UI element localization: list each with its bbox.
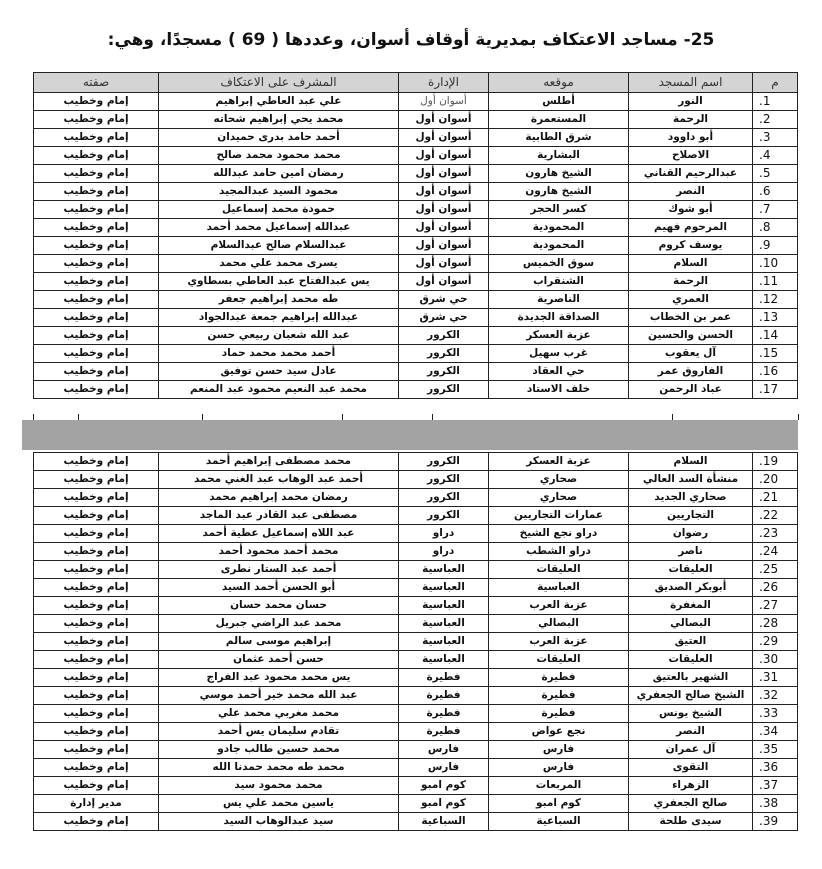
cell-administration: الكرور xyxy=(399,327,489,345)
cell-supervisor: يسرى محمد علي محمد xyxy=(159,255,399,273)
cell-administration: أسوان أول xyxy=(399,219,489,237)
cell-num: 12. xyxy=(753,291,798,309)
cell-administration: فطيرة xyxy=(399,705,489,723)
cell-mosque-name: التقوى xyxy=(629,759,753,777)
cell-supervisor: عبد اللاه إسماعيل عطية أحمد xyxy=(159,525,399,543)
cell-supervisor: محمد طه محمد حمدنا الله xyxy=(159,759,399,777)
cell-location: الشنقراب xyxy=(489,273,629,291)
cell-num: 11. xyxy=(753,273,798,291)
header-administration: الإدارة xyxy=(399,73,489,93)
cell-num: 29. xyxy=(753,633,798,651)
cell-supervisor: عادل سيد حسن توفيق xyxy=(159,363,399,381)
cell-supervisor: محمد عبد النعيم محمود عبد المنعم xyxy=(159,381,399,399)
cell-mosque-name: يوسف كروم xyxy=(629,237,753,255)
table-row xyxy=(34,327,798,345)
cell-num: 4. xyxy=(753,147,798,165)
cell-supervisor: رمضان امين حامد عبدالله xyxy=(159,165,399,183)
cell-role: إمام وخطيب xyxy=(34,165,159,183)
cell-location: عزبة العسكر xyxy=(489,327,629,345)
cell-supervisor: رمضان محمد إبراهيم محمد xyxy=(159,489,399,507)
cell-administration: دراو xyxy=(399,543,489,561)
cell-mosque-name: النور xyxy=(629,93,753,111)
table-row xyxy=(34,93,798,111)
table-row xyxy=(34,759,798,777)
cell-location: كسر الحجر xyxy=(489,201,629,219)
cell-supervisor: محمد مصطفى إبراهيم أحمد xyxy=(159,453,399,471)
cell-mosque-name: آل عمران xyxy=(629,741,753,759)
cell-role: إمام وخطيب xyxy=(34,633,159,651)
cell-location: فطيرة xyxy=(489,669,629,687)
cell-mosque-name: الشهير بالعتيق xyxy=(629,669,753,687)
cell-role: إمام وخطيب xyxy=(34,327,159,345)
table-row xyxy=(34,147,798,165)
table-row xyxy=(34,507,798,525)
cell-num: 30. xyxy=(753,651,798,669)
cell-mosque-name: السلام xyxy=(629,255,753,273)
cell-mosque-name: النصر xyxy=(629,183,753,201)
cell-role: إمام وخطيب xyxy=(34,147,159,165)
cell-administration: كوم امبو xyxy=(399,777,489,795)
cell-num: 19. xyxy=(753,453,798,471)
table-row xyxy=(34,795,798,813)
cell-supervisor: يس محمد محمود عبد الفراج xyxy=(159,669,399,687)
cell-location: المربعات xyxy=(489,777,629,795)
cell-administration: العباسية xyxy=(399,615,489,633)
cell-supervisor: أحمد محمد محمد حماد xyxy=(159,345,399,363)
cell-role: إمام وخطيب xyxy=(34,723,159,741)
cell-role: إمام وخطيب xyxy=(34,237,159,255)
cell-location: دراو الشطب xyxy=(489,543,629,561)
cell-supervisor: عبد الله محمد خير أحمد موسي xyxy=(159,687,399,705)
cell-num: 6. xyxy=(753,183,798,201)
table-row xyxy=(34,291,798,309)
cell-location: المستعمرة xyxy=(489,111,629,129)
cell-location: شرق الطابية xyxy=(489,129,629,147)
cell-location: المحمودية xyxy=(489,219,629,237)
cell-mosque-name: العليقات xyxy=(629,561,753,579)
table-row xyxy=(34,381,798,399)
cell-mosque-name: الاصلاح xyxy=(629,147,753,165)
cell-mosque-name: الشيخ يونس xyxy=(629,705,753,723)
cell-num: 5. xyxy=(753,165,798,183)
table-row xyxy=(34,489,798,507)
cell-administration: فطيرة xyxy=(399,687,489,705)
cell-role: مدير إدارة xyxy=(34,795,159,813)
cell-role: إمام وخطيب xyxy=(34,687,159,705)
cell-role: إمام وخطيب xyxy=(34,615,159,633)
cell-location: السباعية xyxy=(489,813,629,831)
redaction-band xyxy=(22,420,798,450)
cell-supervisor: محمد مغربي محمد علي xyxy=(159,705,399,723)
cell-num: 15. xyxy=(753,345,798,363)
cell-supervisor: محمد أحمد محمود أحمد xyxy=(159,543,399,561)
table-row xyxy=(34,273,798,291)
cell-mosque-name: الرحمة xyxy=(629,111,753,129)
cell-mosque-name: عبدالرحيم القناني xyxy=(629,165,753,183)
table-row xyxy=(34,597,798,615)
cell-role: إمام وخطيب xyxy=(34,453,159,471)
cell-location: كوم امبو xyxy=(489,795,629,813)
cell-supervisor: عبدالسلام صالح عبدالسلام xyxy=(159,237,399,255)
table-row xyxy=(34,579,798,597)
cell-administration: فطيرة xyxy=(399,669,489,687)
cell-location: دراو نجع الشيخ xyxy=(489,525,629,543)
cell-supervisor: ياسين محمد علي يس xyxy=(159,795,399,813)
cell-role: إمام وخطيب xyxy=(34,291,159,309)
cell-location: صحاري xyxy=(489,489,629,507)
cell-mosque-name: السلام xyxy=(629,453,753,471)
cell-num: 3. xyxy=(753,129,798,147)
cell-supervisor: سيد عبدالوهاب السيد xyxy=(159,813,399,831)
cell-role: إمام وخطيب xyxy=(34,507,159,525)
cell-supervisor: مصطفى عبد القادر عبد الماجد xyxy=(159,507,399,525)
cell-location: الناصرية xyxy=(489,291,629,309)
cell-role: إمام وخطيب xyxy=(34,201,159,219)
table-row xyxy=(34,201,798,219)
table-row xyxy=(34,129,798,147)
cell-role: إمام وخطيب xyxy=(34,129,159,147)
header-num: م xyxy=(753,73,798,93)
cell-mosque-name: العمري xyxy=(629,291,753,309)
cell-num: 23. xyxy=(753,525,798,543)
cell-administration: أسوان أول xyxy=(399,93,489,111)
cell-role: إمام وخطيب xyxy=(34,813,159,831)
cell-mosque-name: صحاري الجديد xyxy=(629,489,753,507)
cell-num: 35. xyxy=(753,741,798,759)
cell-mosque-name: عباد الرحمن xyxy=(629,381,753,399)
cell-role: إمام وخطيب xyxy=(34,561,159,579)
cell-location: المحمودية xyxy=(489,237,629,255)
cell-num: 37. xyxy=(753,777,798,795)
cell-role: إمام وخطيب xyxy=(34,705,159,723)
cell-supervisor: محمد عبد الراضي جبريل xyxy=(159,615,399,633)
table-row xyxy=(34,561,798,579)
cell-location: نجع عواض xyxy=(489,723,629,741)
cell-administration: أسوان أول xyxy=(399,165,489,183)
cell-mosque-name: المغفرة xyxy=(629,597,753,615)
cell-mosque-name: أبو داوود xyxy=(629,129,753,147)
table-row xyxy=(34,615,798,633)
cell-administration: أسوان أول xyxy=(399,237,489,255)
cell-mosque-name: رضوان xyxy=(629,525,753,543)
cell-administration: أسوان أول xyxy=(399,255,489,273)
cell-mosque-name: العليقات xyxy=(629,651,753,669)
table-row xyxy=(34,111,798,129)
cell-mosque-name: أبوبكر الصديق xyxy=(629,579,753,597)
table-row xyxy=(34,453,798,471)
cell-administration: الكرور xyxy=(399,363,489,381)
table-row xyxy=(34,651,798,669)
cell-num: 22. xyxy=(753,507,798,525)
cell-num: 7. xyxy=(753,201,798,219)
header-location: موقعه xyxy=(489,73,629,93)
cell-supervisor: تقادم سليمان يس أحمد xyxy=(159,723,399,741)
cell-mosque-name: المرحوم فهيم xyxy=(629,219,753,237)
cell-role: إمام وخطيب xyxy=(34,579,159,597)
cell-supervisor: علي عبد العاطي إبراهيم xyxy=(159,93,399,111)
cell-location: خلف الاستاد xyxy=(489,381,629,399)
cell-num: 1. xyxy=(753,93,798,111)
cell-role: إمام وخطيب xyxy=(34,471,159,489)
table-row xyxy=(34,633,798,651)
cell-num: 21. xyxy=(753,489,798,507)
cell-location: أطلس xyxy=(489,93,629,111)
cell-role: إمام وخطيب xyxy=(34,669,159,687)
cell-location: عمارات التجاريين xyxy=(489,507,629,525)
cell-num: 14. xyxy=(753,327,798,345)
cell-administration: أسوان أول xyxy=(399,111,489,129)
cell-mosque-name: الشيخ صالح الجعفري xyxy=(629,687,753,705)
table-row xyxy=(34,813,798,831)
cell-supervisor: عبد الله شعبان ربيعي حسن xyxy=(159,327,399,345)
cell-role: إمام وخطيب xyxy=(34,93,159,111)
cell-role: إمام وخطيب xyxy=(34,543,159,561)
table-row xyxy=(34,363,798,381)
cell-num: 36. xyxy=(753,759,798,777)
cell-num: 34. xyxy=(753,723,798,741)
cell-location: البصالي xyxy=(489,615,629,633)
cell-supervisor: يس عبدالفتاح عبد العاطي بسطاوي xyxy=(159,273,399,291)
cell-administration: الكرور xyxy=(399,471,489,489)
cell-mosque-name: أبو شوك xyxy=(629,201,753,219)
cell-supervisor: محمود السيد عبدالمجيد xyxy=(159,183,399,201)
table-row xyxy=(34,543,798,561)
cell-mosque-name: صالح الجعفري xyxy=(629,795,753,813)
cell-administration: دراو xyxy=(399,525,489,543)
cell-role: إمام وخطيب xyxy=(34,345,159,363)
cell-num: 8. xyxy=(753,219,798,237)
table-row xyxy=(34,165,798,183)
cell-administration: الكرور xyxy=(399,381,489,399)
cell-location: عزبة العرب xyxy=(489,597,629,615)
cell-location: عزبة العرب xyxy=(489,633,629,651)
cell-mosque-name: ناصر xyxy=(629,543,753,561)
cell-role: إمام وخطيب xyxy=(34,363,159,381)
cell-administration: أسوان أول xyxy=(399,273,489,291)
cell-administration: العباسية xyxy=(399,597,489,615)
cell-num: 17. xyxy=(753,381,798,399)
cell-num: 16. xyxy=(753,363,798,381)
cell-num: 38. xyxy=(753,795,798,813)
cell-location: حي العقاد xyxy=(489,363,629,381)
cell-mosque-name: الفاروق عمر xyxy=(629,363,753,381)
cell-location: فارس xyxy=(489,741,629,759)
document-title: 25- مساجد الاعتكاف بمديرية أوقاف أسوان، وعددها ( 69 ) مسجدًا، وهي: xyxy=(107,30,715,50)
cell-location: فارس xyxy=(489,759,629,777)
cell-mosque-name: منشأة السد العالي xyxy=(629,471,753,489)
table-row xyxy=(34,687,798,705)
cell-supervisor: محمد يحي إبراهيم شحاته xyxy=(159,111,399,129)
cell-location: العباسية xyxy=(489,579,629,597)
cell-supervisor: أحمد عبد الستار نطرى xyxy=(159,561,399,579)
cell-administration: كوم امبو xyxy=(399,795,489,813)
cell-administration: فارس xyxy=(399,741,489,759)
cell-role: إمام وخطيب xyxy=(34,525,159,543)
cell-location: غرب سهيل xyxy=(489,345,629,363)
cell-mosque-name: التجاريين xyxy=(629,507,753,525)
table-row xyxy=(34,255,798,273)
cell-num: 10. xyxy=(753,255,798,273)
cell-administration: الكرور xyxy=(399,453,489,471)
mosques-table-bottom xyxy=(33,452,798,831)
cell-supervisor: حسن أحمد عثمان xyxy=(159,651,399,669)
cell-location: صحاري xyxy=(489,471,629,489)
header-supervisor: المشرف على الاعتكاف xyxy=(159,73,399,93)
cell-role: إمام وخطيب xyxy=(34,111,159,129)
cell-role: إمام وخطيب xyxy=(34,741,159,759)
header-role: صفته xyxy=(34,73,159,93)
cell-administration: العباسية xyxy=(399,579,489,597)
cell-location: الشيخ هارون xyxy=(489,183,629,201)
cell-mosque-name: العتيق xyxy=(629,633,753,651)
table-row xyxy=(34,237,798,255)
cell-location: العليقات xyxy=(489,561,629,579)
cell-role: إمام وخطيب xyxy=(34,309,159,327)
cell-role: إمام وخطيب xyxy=(34,183,159,201)
cell-location: الصداقة الجديدة xyxy=(489,309,629,327)
table-row xyxy=(34,723,798,741)
cell-supervisor: حسان محمد حسان xyxy=(159,597,399,615)
cell-supervisor: إبراهيم موسى سالم xyxy=(159,633,399,651)
cell-role: إمام وخطيب xyxy=(34,219,159,237)
cell-location: الشيخ هارون xyxy=(489,165,629,183)
cell-administration: أسوان أول xyxy=(399,183,489,201)
cell-administration: حي شرق xyxy=(399,291,489,309)
cell-role: إمام وخطيب xyxy=(34,255,159,273)
cell-administration: العباسية xyxy=(399,651,489,669)
cell-supervisor: طه محمد إبراهيم جعفر xyxy=(159,291,399,309)
cell-num: 13. xyxy=(753,309,798,327)
table-row xyxy=(34,219,798,237)
cell-administration: أسوان أول xyxy=(399,147,489,165)
cell-administration: الكرور xyxy=(399,507,489,525)
cell-supervisor: عبدالله إبراهيم جمعة عبدالجواد xyxy=(159,309,399,327)
cell-administration: السباعية xyxy=(399,813,489,831)
table-row xyxy=(34,309,798,327)
table-row xyxy=(34,345,798,363)
cell-administration: العباسية xyxy=(399,633,489,651)
cell-mosque-name: عمر بن الخطاب xyxy=(629,309,753,327)
cell-num: 2. xyxy=(753,111,798,129)
cell-location: سوق الخميس xyxy=(489,255,629,273)
cell-mosque-name: سيدى طلحة xyxy=(629,813,753,831)
table-row xyxy=(34,669,798,687)
cell-mosque-name: الحسن والحسين xyxy=(629,327,753,345)
mosques-table-top xyxy=(33,72,798,399)
table-row xyxy=(34,777,798,795)
cell-supervisor: حمودة محمد إسماعيل xyxy=(159,201,399,219)
cell-num: 27. xyxy=(753,597,798,615)
cell-num: 31. xyxy=(753,669,798,687)
cell-num: 39. xyxy=(753,813,798,831)
cell-role: إمام وخطيب xyxy=(34,777,159,795)
cell-mosque-name: الزهراء xyxy=(629,777,753,795)
cell-num: 25. xyxy=(753,561,798,579)
cell-mosque-name: آل يعقوب xyxy=(629,345,753,363)
cell-num: 33. xyxy=(753,705,798,723)
table-header-row xyxy=(34,73,798,93)
cell-supervisor: محمد حسين طالب جادو xyxy=(159,741,399,759)
cell-supervisor: أحمد حامد بدرى حميدان xyxy=(159,129,399,147)
cell-administration: فطيرة xyxy=(399,723,489,741)
cell-supervisor: أبو الحسن أحمد السيد xyxy=(159,579,399,597)
cell-administration: أسوان أول xyxy=(399,129,489,147)
cell-supervisor: محمد محمود سيد xyxy=(159,777,399,795)
cell-num: 28. xyxy=(753,615,798,633)
cell-supervisor: أحمد عبد الوهاب عبد الغني محمد xyxy=(159,471,399,489)
cell-num: 26. xyxy=(753,579,798,597)
cell-mosque-name: الرحمة xyxy=(629,273,753,291)
cell-num: 20. xyxy=(753,471,798,489)
cell-administration: الكرور xyxy=(399,489,489,507)
cell-num: 24. xyxy=(753,543,798,561)
cell-administration: الكرور xyxy=(399,345,489,363)
cell-supervisor: عبدالله إسماعيل محمد أحمد xyxy=(159,219,399,237)
table-row xyxy=(34,471,798,489)
header-mosque: اسم المسجد xyxy=(629,73,753,93)
table-row xyxy=(34,525,798,543)
cell-num: 32. xyxy=(753,687,798,705)
cell-location: البشارية xyxy=(489,147,629,165)
table-row xyxy=(34,183,798,201)
cell-administration: العباسية xyxy=(399,561,489,579)
table-row xyxy=(34,705,798,723)
cell-supervisor: محمد محمود محمد صالح xyxy=(159,147,399,165)
cell-role: إمام وخطيب xyxy=(34,489,159,507)
table-row xyxy=(34,741,798,759)
cell-location: عزبة العسكر xyxy=(489,453,629,471)
cell-role: إمام وخطيب xyxy=(34,759,159,777)
cell-location: فطيرة xyxy=(489,705,629,723)
cell-role: إمام وخطيب xyxy=(34,651,159,669)
cell-mosque-name: النصر xyxy=(629,723,753,741)
cell-administration: حي شرق xyxy=(399,309,489,327)
cell-role: إمام وخطيب xyxy=(34,273,159,291)
cell-administration: فارس xyxy=(399,759,489,777)
cell-location: العليقات xyxy=(489,651,629,669)
cell-role: إمام وخطيب xyxy=(34,597,159,615)
cell-mosque-name: البصالي xyxy=(629,615,753,633)
cell-administration: أسوان أول xyxy=(399,201,489,219)
cell-location: فطيرة xyxy=(489,687,629,705)
cell-num: 9. xyxy=(753,237,798,255)
cell-role: إمام وخطيب xyxy=(34,381,159,399)
